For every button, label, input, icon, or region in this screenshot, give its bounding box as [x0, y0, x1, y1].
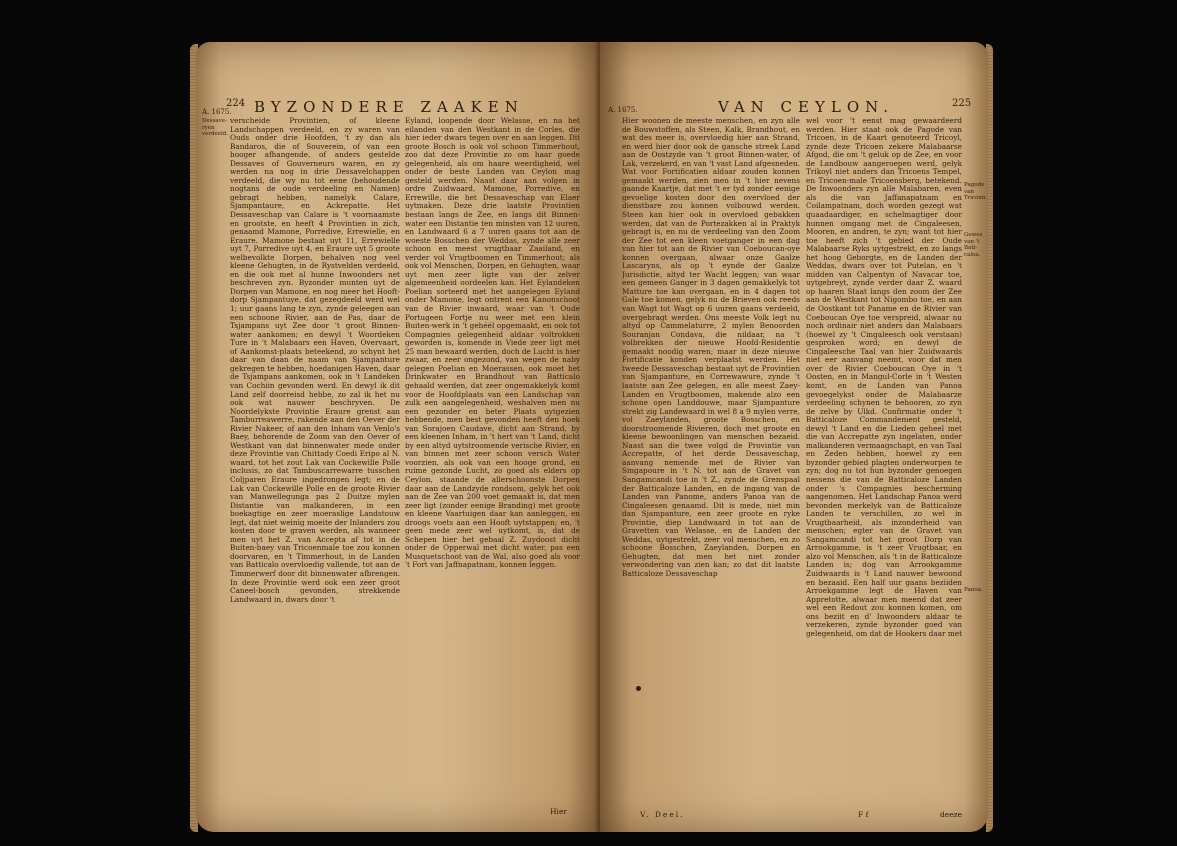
catchword: Hier — [550, 807, 567, 816]
page-number: 224 — [226, 98, 246, 109]
open-book — [196, 42, 988, 832]
page-number: 225 — [952, 98, 972, 109]
left-page — [196, 42, 600, 832]
paragraph: Eyland, loopende door Welasse, en na het eilanden van den Westkant in de Corles, die hier ieder dwars tegen over en aan leggen. Dit groote Bosch is ook vol schoon Timmerhout, zoo dat deze Provintie zo om haar goede gelegenheid, als om haare weerdigheid, wel onder de beste Landen van Ceylon mag gesteld werden. Naast daar aan volgen in ordre Zuidwaard, Mamone, Porredive, en Errewille, die het Dessaveschap van Elaer uytmaken. Deze drie laatste Provintien bestaan langs de Zee, en langs dit Binnen-water een Distantie ten minsten van 12 uuren, en Landwaard 6 a 7 uuren gaans tot aan de woeste Bosschen der Weddas, zynde alle zeer schoon en meest vrugtbaar Zaailand, en verder vol Vrugtboomen en Timmerhout; als ook vol Menschen, Dorpen, en Gehugten, waar uyt men zeer ligte van der zelver algemeenheid oordeelen kan. Het Eylandeken Poelian sorteerd met het aangelegen Eyland onder Mamone, legt ontrent een Kanonschoot van de Rivier inwaard, waar van 't Oude Portugeen Fortje nu weer met een klein Buiten-werk in 't gehéél opgemaakt, en ook tot Compagnies gelegenheid aldaar voltrokken geworden is, komende in Viede zeer ligt met 25 man bewaard werden, doch de Lucht is hier zwaar, en zeer ongezond, van wegen de naby gelegen Poelian en Moerassen, ook moet het Drinkwater en Brandhout van Batticalo gehaald werden, dat zeer ongemakkelyk komt voor de Hoofdplaats van een Landschap van zulk een aangelegenheid, weshalven men nu een gezonder en beter Plaats uytgezien hebbende, men best gevonden heeft den hoek van Sorajoen Caudave, dicht aan Strand, by een kleenen Inham, in 't hert van 't Land, dicht by een altyd uytstroomende verische Rivier, en van binnen met zeer schoon versch Water voorzien, als ook van een hooge grond, en ruime gezonde Lucht, zo goed als elders op Ceylon, staande de allerschoonste Dorpen daar aan de Landzyde rondsom, gelyk het ook aan de Zee van 200 voet gemaakt is, dat men zeer ligt (zonder eenige Branding) met groote en kleene Vaartuigen daar kan aanleggen, en droogs voets aan een Hooft uytstappen; en, 't geen mede zeer wel uytkomt, is, dat de Schepen hier het gebaal Z. Zuydoost dicht onder de Opperwal met dicht water, pas een Musquetschoot van de Wal, also goed als voor 't Fort van Jaffnapatnam, konnen leggen. — [405, 117, 580, 570]
running-head: BYZONDERE ZAAKEN — [254, 98, 524, 116]
running-head: VAN CEYLON. — [718, 98, 895, 116]
margin-year: A. 1675. — [608, 106, 638, 114]
paragraph: wel voor 't eenst mag gewaardeerd werden. Hier staat ook de Pagode van Tricoen, in de Kaart genoteerd Tricoyl, zynde deze Tricoen zekere Malabaarse Afgod, die om 't geluk op de Zee, en voor de Landbouw aangeroepen werd, gelyk Trikoyl niet anders dan Tricoens Tempel, en Tricoen-male Tricoensberg, betekend. De Inwoonders zyn alle Malabaren, even als die van Jaffanapatnam en Coilampatnam, doch worden gezegt wat quaadaardiger, en schelmagtiger door hunnen omgang met de Cingaleesen, Mooren, en andren, te zyn; want tot hier toe heeft zich 't gebied der Oude Malabaarse Ryks uytgestrekt, en zo langs het hoog Geborgte, en de Landen der Weddas, dwars over tot Putelan, en 't midden van Calpentyn of Navacar toe, uytgebreyt, zynde verder daar Z. waard op haaren Staat langs den zoom der Zee aan de Westkant tot Nigombo toe, en aan de Oostkant tot Paname en de Rivier van Coeboucan Oye toe verspreid, alwaar nu noch ordinair niet anders dan Malabaars (hoewel zy 't Cingaleesch ook verstaan) gesproken word; en dewyl de Cingaleesche Taal van hier Zuidwaards niet eer aanvang neemt, voor dat men over de Rivier Coeboucan Oye in 't Oosten, en in Mangul-Corle in 't Westen komt, en de Landen van Panoa gevoegelykst onder de Malabaarze verdeeling schynen te behooren, zo zyn de zelve by Ulkd. Confirmatie onder 't Batticaloze Commandement gesteld, dewyl 't Land en die Lieden geheel met die van Accrepatte zyn ingelaten, onder malkanderen vermaagschapt, en van Taal en Zeden hebben, hoewel zy een byzonder gebied plagten onderworpen te zyn; dog nu tot hun byzonder genoegen nessens die van de Batticaloze Landen onder 's Compagnies bescherming aangenomen. Het Landschap Panoa werd bevonden merkelyk van de Batticaloze Landen te verschillen, zo wel in Vrugtbaarheid, als inzonderheid van menschen; egter van de Gravet van Sangamcandi tot het groot Dorp van Arrookgamme, is 't zeer Vrugtbaar, en alzo vol Menschen, als 't in de Batticaloze Landen is; dog van Arrookgamme Zuidwaards is 't Land nauwer bewoond en bezaaid. Een half uur gaans beziiden Arroekgamme legt de Haven van Appretotte, alwaar men meend dat zeer wel een Redout zou konnen komen, om ons beziit en d' Inwoonders aldaar te verzekeren, zynde byzonder goed van gelegenheid, om dat de Hookers daar met — [806, 117, 962, 638]
catchword: deeze — [940, 810, 963, 819]
text-column-right — [806, 117, 962, 802]
paragraph: Hier woonen de meeste menschen, en zyn alle de Bouwstoffen, als Steen, Kalk, Brandhout, en wat des meer is, overvloedig hier aan Strand, en werd hier door ook de gansche streek Land aan de Oostzyde van 't groot Binnen-water, of Lak, verzekerd, en van 't vast Land afgesneden. Wat voor Fortificatien aldaar zouden konnen gemaakt werden, zien men in 't hier nevens gaande Kaartje, dat met 't er tyd zonder eenige gevoelige kosten door den overvloed der dienstbare zou konnen volbouwd werden. Steen kan hier ook in overvloed gebakken werden, dat van de Portezakken al in Praktyk gebragt is, en nu de verdeeling van den Zoom der Zee tot een kleen voetganger in een dag van hier tot aan de Rivier van Coeboucan-oye konnen overgaan, alwaar onze Gaalze Lascaryns, als op 't eynde der Gaalze Jurisdictie, altyd ter Wacht leggen; van waar een gemeen Ganger in 3 dagen gemakkelyk tot Matture toe kan overgaan, en in 4 dagen tot Gale toe komen, gelyk nu de Brieven ook reeds van Wagt tot Wagt op 6 uuren gaans verdeeld, overgebragt werden. Ons meeste Volk legt nu altyd op Cammelaturre, 2 mylen Benoorden Souranjan Condava, die nildaar, na 't volbrekken der nieuwe Hoofd-Residentie gemaakt noodig waren; maar in deze nieuwe Fortificatie konden verplaatst werden. Het tweede Dessaveschap bestaat uyt de Provintien van Sjampanture, en Correwawure, zynde 't laatste aan Zee gelegen, en alle meest Zaey-Landen en Vrugtboomen, makende alzo een schone open Landdouwe, maar Sjampanture strekt zig Landewaard in wel 8 a 9 mylen verre, vol Zaeylanden, groote Bosschen, en doorstroomende Rivieren, doch met groote en kleene bewoonlingen van menschen bezaeid. Naast aan die twee volgd de Provintie van Accrepatte, of het derde Dessaveschap, aanvang nemende met de Rivier van Singapoure in 't N. tot aan de Gravet van Sangamcandi toe in 't Z., zynde de Grenspaal der Batticaloze Landen, en de ingang van de Landen van Panome, anders Panoa van de Cingaleesen genaamd. Dit is mede, niet min dan Sjampanture, een zeer groote en ryke Provintie, diep Landwaard in tot aan de Gravetten van Welasse, en de Landen der Weddas, uytgestrekt, zeer vol menschen, en zo schoone Bosschen, Zaeylanden, Dorpen en Gehugten, dat men het niet zonder verwondering van zien kan; zo dat dit laatste Batticaloze Dessaveschap — [622, 117, 800, 578]
text-column-left — [622, 117, 800, 807]
volume-signature: V. Deel. — [640, 810, 685, 819]
margin-note: Panoa. — [964, 587, 983, 593]
margin-note: Gewes van 't Bati-caloa. — [964, 232, 983, 258]
paragraph: verscheide Provintien, of kleene Landschappen verdeeld, en zy waren van Ouds onder drie Hoofden, 't zy dan als Bandaros, die of Souverein, of van een hooger afhangende, of anders gestelde Dessaves of Gouverneurs waren, en zy werden na nog in drie Dessavelchappen verdeeld, die wy nu tot eene (behoudende nogtans de oude verdeeling en Namen) gebragt hebben, namelyk Calare, Sjampantaure, en Ackrepatte. Het Dessaveschap van Calare is 't voornaamste en grootste, en heeft 4 Provintien in zich, genaamd Mamone, Porredive, Errewielle, en Eraure. Mamone bestaat uyt 11, Errewielle uyt 7, Porredive uyt 4, en Eraure uyt 5 groote welbevolkte Dorpen, behalven nog veel kleene Gehugten, in de Rystvelden verdeeld, en die ook met al hunne Inwoonders net beschreven zyn. Byzonder munten uyt de Dorpen van Mamone, en nog meer het Hooft-dorp Sjampantuye, dat gezegdeeld werd wel 1; uur gaans lang te zyn, zynde geleegen aan een schoone Rivier, aan de Pas, daar de Tsjampans uyt Zee door 't groot Binnen-water aankomen; en dewyl 't Woordeken Ture in 't Malabaars een Haven, Overvaart, of Aankomst-plaats beteekend, zo schynt het daar van daan de naam van Sjampanture gekregen te hebben, hoedanigen Haven, daar de Tsjampans aankomen, ook in 't Landeken van Cochiin gevonden werd. En dewyl ik dit Land zelf doorreisd hebbe, zo zal ik het nu ook wat nauwer beschryven. De Noordelykste Provintie Eraure grenst aan Tamburreawerre, rakende aan den Oever der Rivier Nakeer, of aan den Inham van Venlo's Baey, behorende de Zoom van den Oever of Westkant van dat binnenwater mede onder deze Provintie van Chittady Coedi Eripo al N. waard, tot het zout Lak van Cockewille Polle inclusis, zo dat Tambuscarrewarre tusschen Coljparen Eraure ingedrongen legt; en de Lak van Cockewille Polle en de groote Rivier van Manwellegunga pas 2 Duitze mylen Distantie van malkanderen, in een boekagtige en zeer moeraslige Landstouw legt, dat niet weinig moeite der Inlanders zou kosten door te graven werden, als wanneer men uyt het Z. van Accepta af tot in de Buiten-baey van Tricoenmale toe zou konnen doorvaren, en 't Timmerhout, in de Landen van Batticalo overvloedig vallende, tot aan de Timmerwerf door dit binnenwater afbrengen. In deze Provintie werd ook een zeer groot Caneel-bosch gevonden, strekkende Landwaard in, dwars door 't — [230, 117, 400, 604]
ink-dot — [636, 686, 641, 691]
right-page — [600, 42, 988, 832]
gathering-signature: F f — [858, 810, 869, 819]
margin-note: Pagode van Tricoen. — [964, 182, 987, 201]
margin-year: A. 1675. — [202, 108, 232, 116]
text-column-right — [405, 117, 580, 802]
margin-note: Dessave-ryen verdeeld. — [202, 118, 229, 137]
text-column-left — [230, 117, 400, 817]
